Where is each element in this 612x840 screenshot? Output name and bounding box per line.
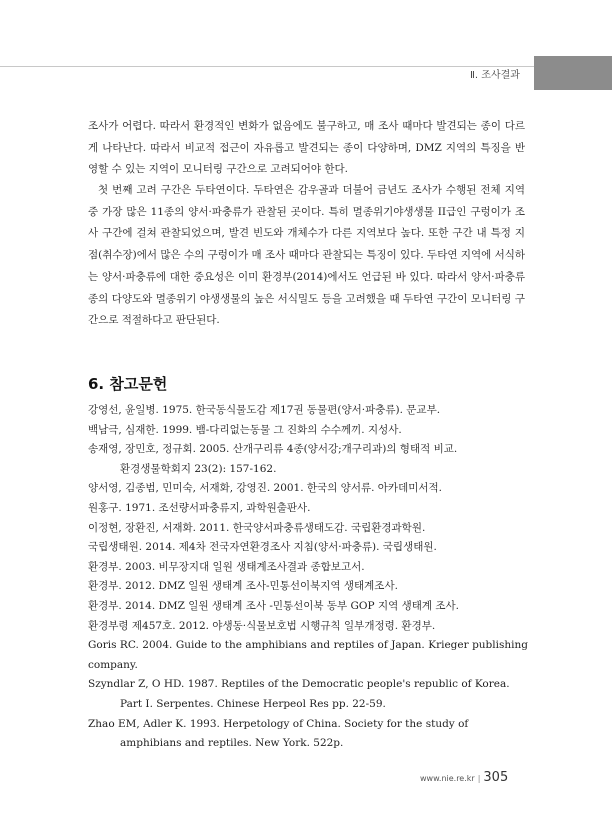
page-footer [420,770,508,785]
reference-item: 환경부령 제457호. 2012. 야생동·식물보호법 시행규칙 일부개정령. 환경부. [88,619,436,632]
header-tab [534,56,612,90]
page-number: 305 [483,770,509,785]
reference-item: 원홍구. 1971. 조선량서파충류지, 과학원출판사. [88,501,311,514]
reference-item: 강영선, 윤일병. 1975. 한국동식물도감 제17권 동물편(양서·파충류). 문교부. [88,404,441,416]
references-heading: 6. 참고문헌 [88,375,168,393]
reference-item-continuation: 환경생물학회지 23(2): 157-162. [120,462,277,475]
footer-url: www.nie.re.kr [420,774,475,783]
reference-item: 양서영, 김종범, 민미숙, 서재화, 강영진. 2001. 한국의 양서류. 아카데미서적. [88,482,442,495]
reference-item-continuation: Part Ⅰ. Serpentes. Chinese Herpeol Res pp. 22-59. [120,697,386,710]
reference-item: 백남극, 심재한. 1999. 뱀-다리없는동물 그 진화의 수수께끼. 지성사. [88,423,402,436]
reference-item: 국립생태원. 2014. 제4차 전국자연환경조사 지침(양서·파충류). 국립생태원. [88,541,437,554]
reference-item: Szyndlar Z, O HD. 1987. Reptiles of the Democratic people's republic of Korea. [88,678,510,691]
reference-item-continuation: amphibians and reptiles. New York. 522p. [120,737,344,750]
reference-item: Goris RC. 2004. Guide to the amphibians and reptiles of Japan. Krieger publishing company. [88,639,528,671]
reference-item: 환경부. 2014. DMZ 일원 생태계 조사 -민통선이북 동부 GOP 지역 생태계 조사. [88,599,459,612]
reference-item: 송재영, 장민호, 정규회. 2005. 산개구리류 4종(양서강;개구리과)의 형태적 비교. [88,443,458,456]
header-rule [0,66,534,67]
reference-list [88,401,528,754]
reference-item: 환경부. 2003. 비무장지대 일원 생태계조사결과 종합보고서. [88,560,365,573]
reference-item: 이정현, 장환진, 서재화. 2011. 한국양서파충류생태도감. 국립환경과학원. [88,521,426,534]
reference-item: 환경부. 2012. DMZ 일원 생태계 조사-민통선이북지역 생태계조사. [88,580,398,593]
section-header: Ⅱ. 조사결과 [470,70,520,81]
reference-item: Zhao EM, Adler K. 1993. Herpetology of China. Society for the study of [88,717,469,730]
footer-separator: | [477,774,481,783]
paragraph-2: 첫 번째 고려 구간은 두타연이다. 두타연은 감우골과 더불어 금년도 조사가 수행된 전체 지역 중 가장 많은 11종의 양서·파충류가 관찰된 곳이다. 특히 멸종위기야생생물 II급인 구렁이가 조사 구간에 걸쳐 관찰되었으며, 발견 빈도와 개체수가 다른 지역보다 높다. 또한 구간 내 특정 지점(취수장)에서 많은 수의 구렁이가 매 조사 때마다 관찰되는 특징이 있다. 두타연 지역에 서식하는 양서·파충류에 대한 중요성은 이미 환경부(2014)에서도 언급된 바 있다. 따라서 양서·파충류 종의 다양도와 멸종위기 야생생물의 높은 서식밀도 등을 고려했을 때 두타연 구간이 모니터링 구간으로 적절하다고 판단된다. [88,184,526,327]
paragraph-1: 조사가 어렵다. 따라서 환경적인 변화가 없음에도 불구하고, 매 조사 때마다 발견되는 종이 다르게 나타난다. 따라서 비교적 접근이 자유롭고 발견되는 종이 다양하며, DMZ 지역의 특징을 반영할 수 있는 지역이 모니터링 구간으로 고려되어야 한다. [88,120,525,176]
